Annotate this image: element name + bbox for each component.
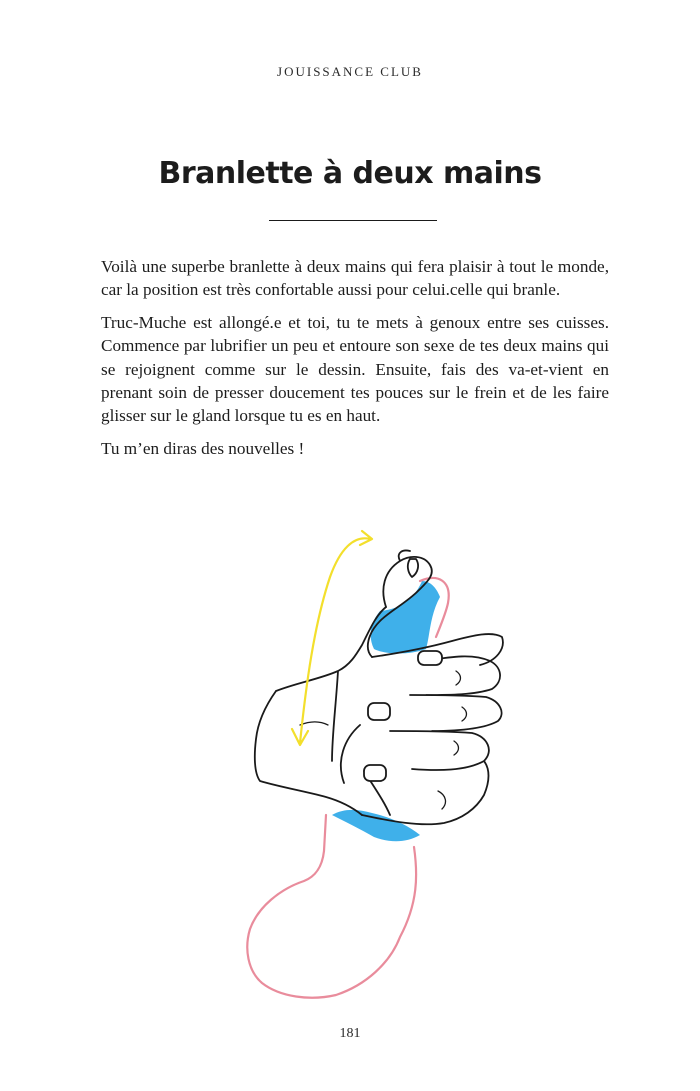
knuckle-creases	[300, 671, 467, 809]
body-text	[101, 255, 609, 469]
fingernail	[364, 765, 386, 781]
motion-arrow	[292, 531, 372, 745]
page-title: Branlette à deux mains	[158, 156, 542, 191]
paragraph-intro: Voilà une superbe branlette à deux mains qui fera plaisir à tout le monde, car la position est très confortable aussi pour celui.celle qui branle.	[101, 257, 609, 300]
contact-fill-bottom	[332, 810, 420, 841]
paragraph-instructions: Truc-Muche est allongé.e et toi, tu te mets à genoux entre ses cuisses. Commence par lubrifier un peu et entoure son sexe de tes deux mains qui se rejoignent comme sur le dessin. Ensuite, fais des va-et-vient en prenant soin de presser doucement tes pouces sur le frein et de les faire glisser sur le gland lorsque tu es en haut.	[101, 312, 609, 426]
running-head: JOUISSANCE CLUB	[277, 64, 423, 79]
paragraph-closing: Tu m’en diras des nouvelles !	[101, 438, 305, 458]
contact-fill-top	[371, 581, 440, 654]
fingernail	[368, 703, 390, 720]
two-hands-illustration	[240, 525, 530, 1003]
fingernail	[418, 651, 442, 665]
title-rule	[269, 220, 437, 221]
left-hand-outline	[255, 607, 386, 815]
page-number: 181	[339, 1026, 361, 1041]
